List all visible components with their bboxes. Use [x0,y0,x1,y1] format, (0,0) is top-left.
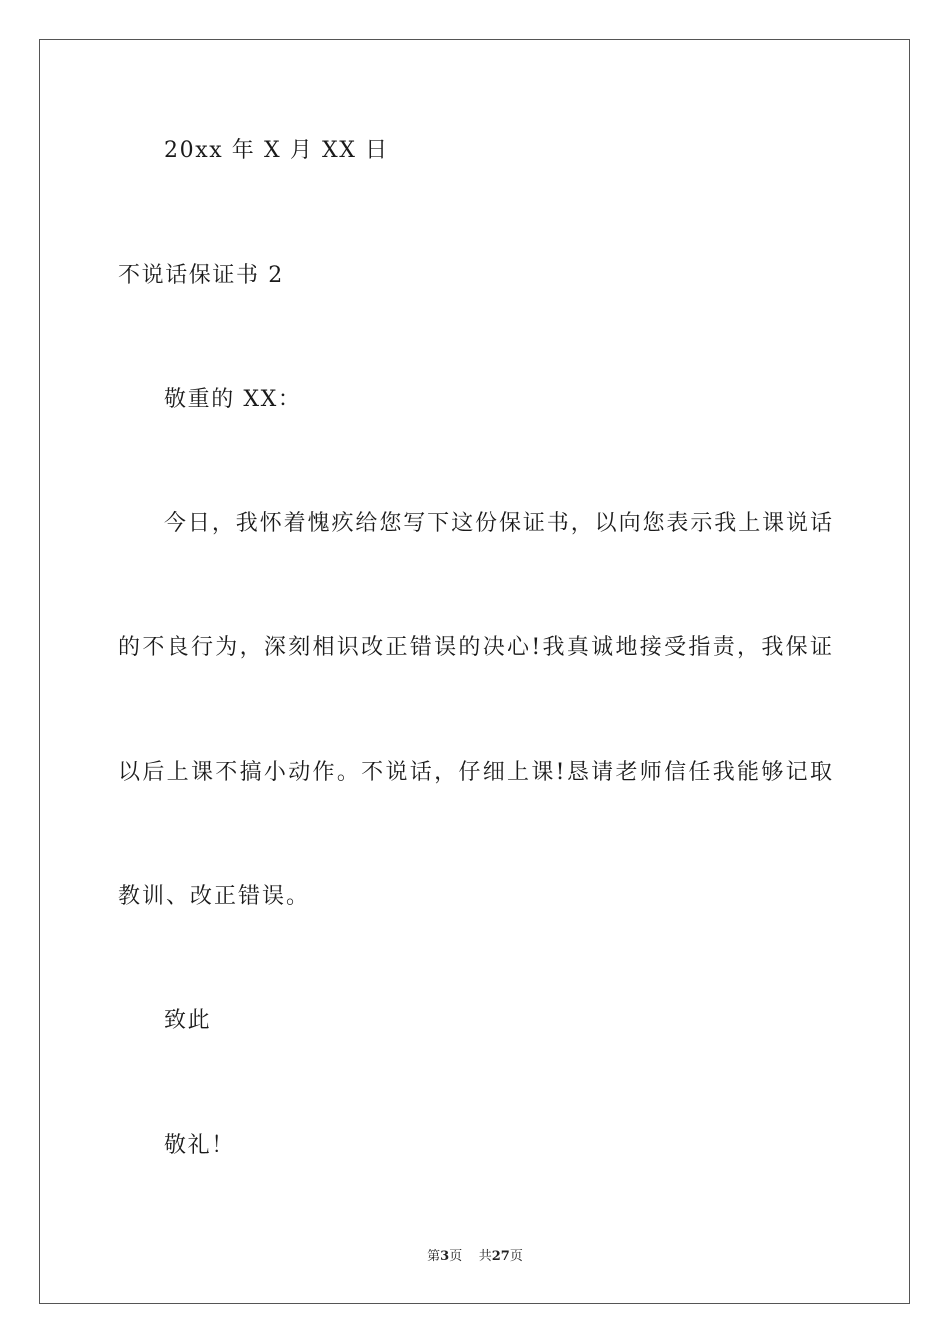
closing-line-2: 敬礼！ [164,1133,235,1158]
footer-page-prefix: 第 [427,1249,441,1264]
footer-total-prefix: 共 [478,1249,492,1264]
section-title: 不说话保证书 2 [118,263,284,288]
body-line-3: 以后上课不搞小动作。不说话，仔细上课!恳请老师信任我能够记取 [118,760,832,785]
footer-total-suffix: 页 [509,1249,523,1264]
closing-line-1: 致此 [164,1008,212,1033]
date-line: 20xx 年 X 月 XX 日 [164,138,389,163]
body-line-1: 今日，我怀着愧疚给您写下这份保证书，以向您表示我上课说话 [164,511,832,536]
salutation: 敬重的 XX： [164,387,302,412]
footer-page-number: 3 [440,1249,450,1264]
body-line-4: 教训、改正错误。 [118,884,311,909]
body-line-2: 的不良行为，深刻相识改正错误的决心!我真诚地接受指责，我保证 [118,635,832,660]
footer-total-pages: 27 [491,1249,510,1264]
page-border [39,39,910,1304]
footer-page-suffix: 页 [449,1249,463,1264]
page-footer [0,1248,950,1266]
